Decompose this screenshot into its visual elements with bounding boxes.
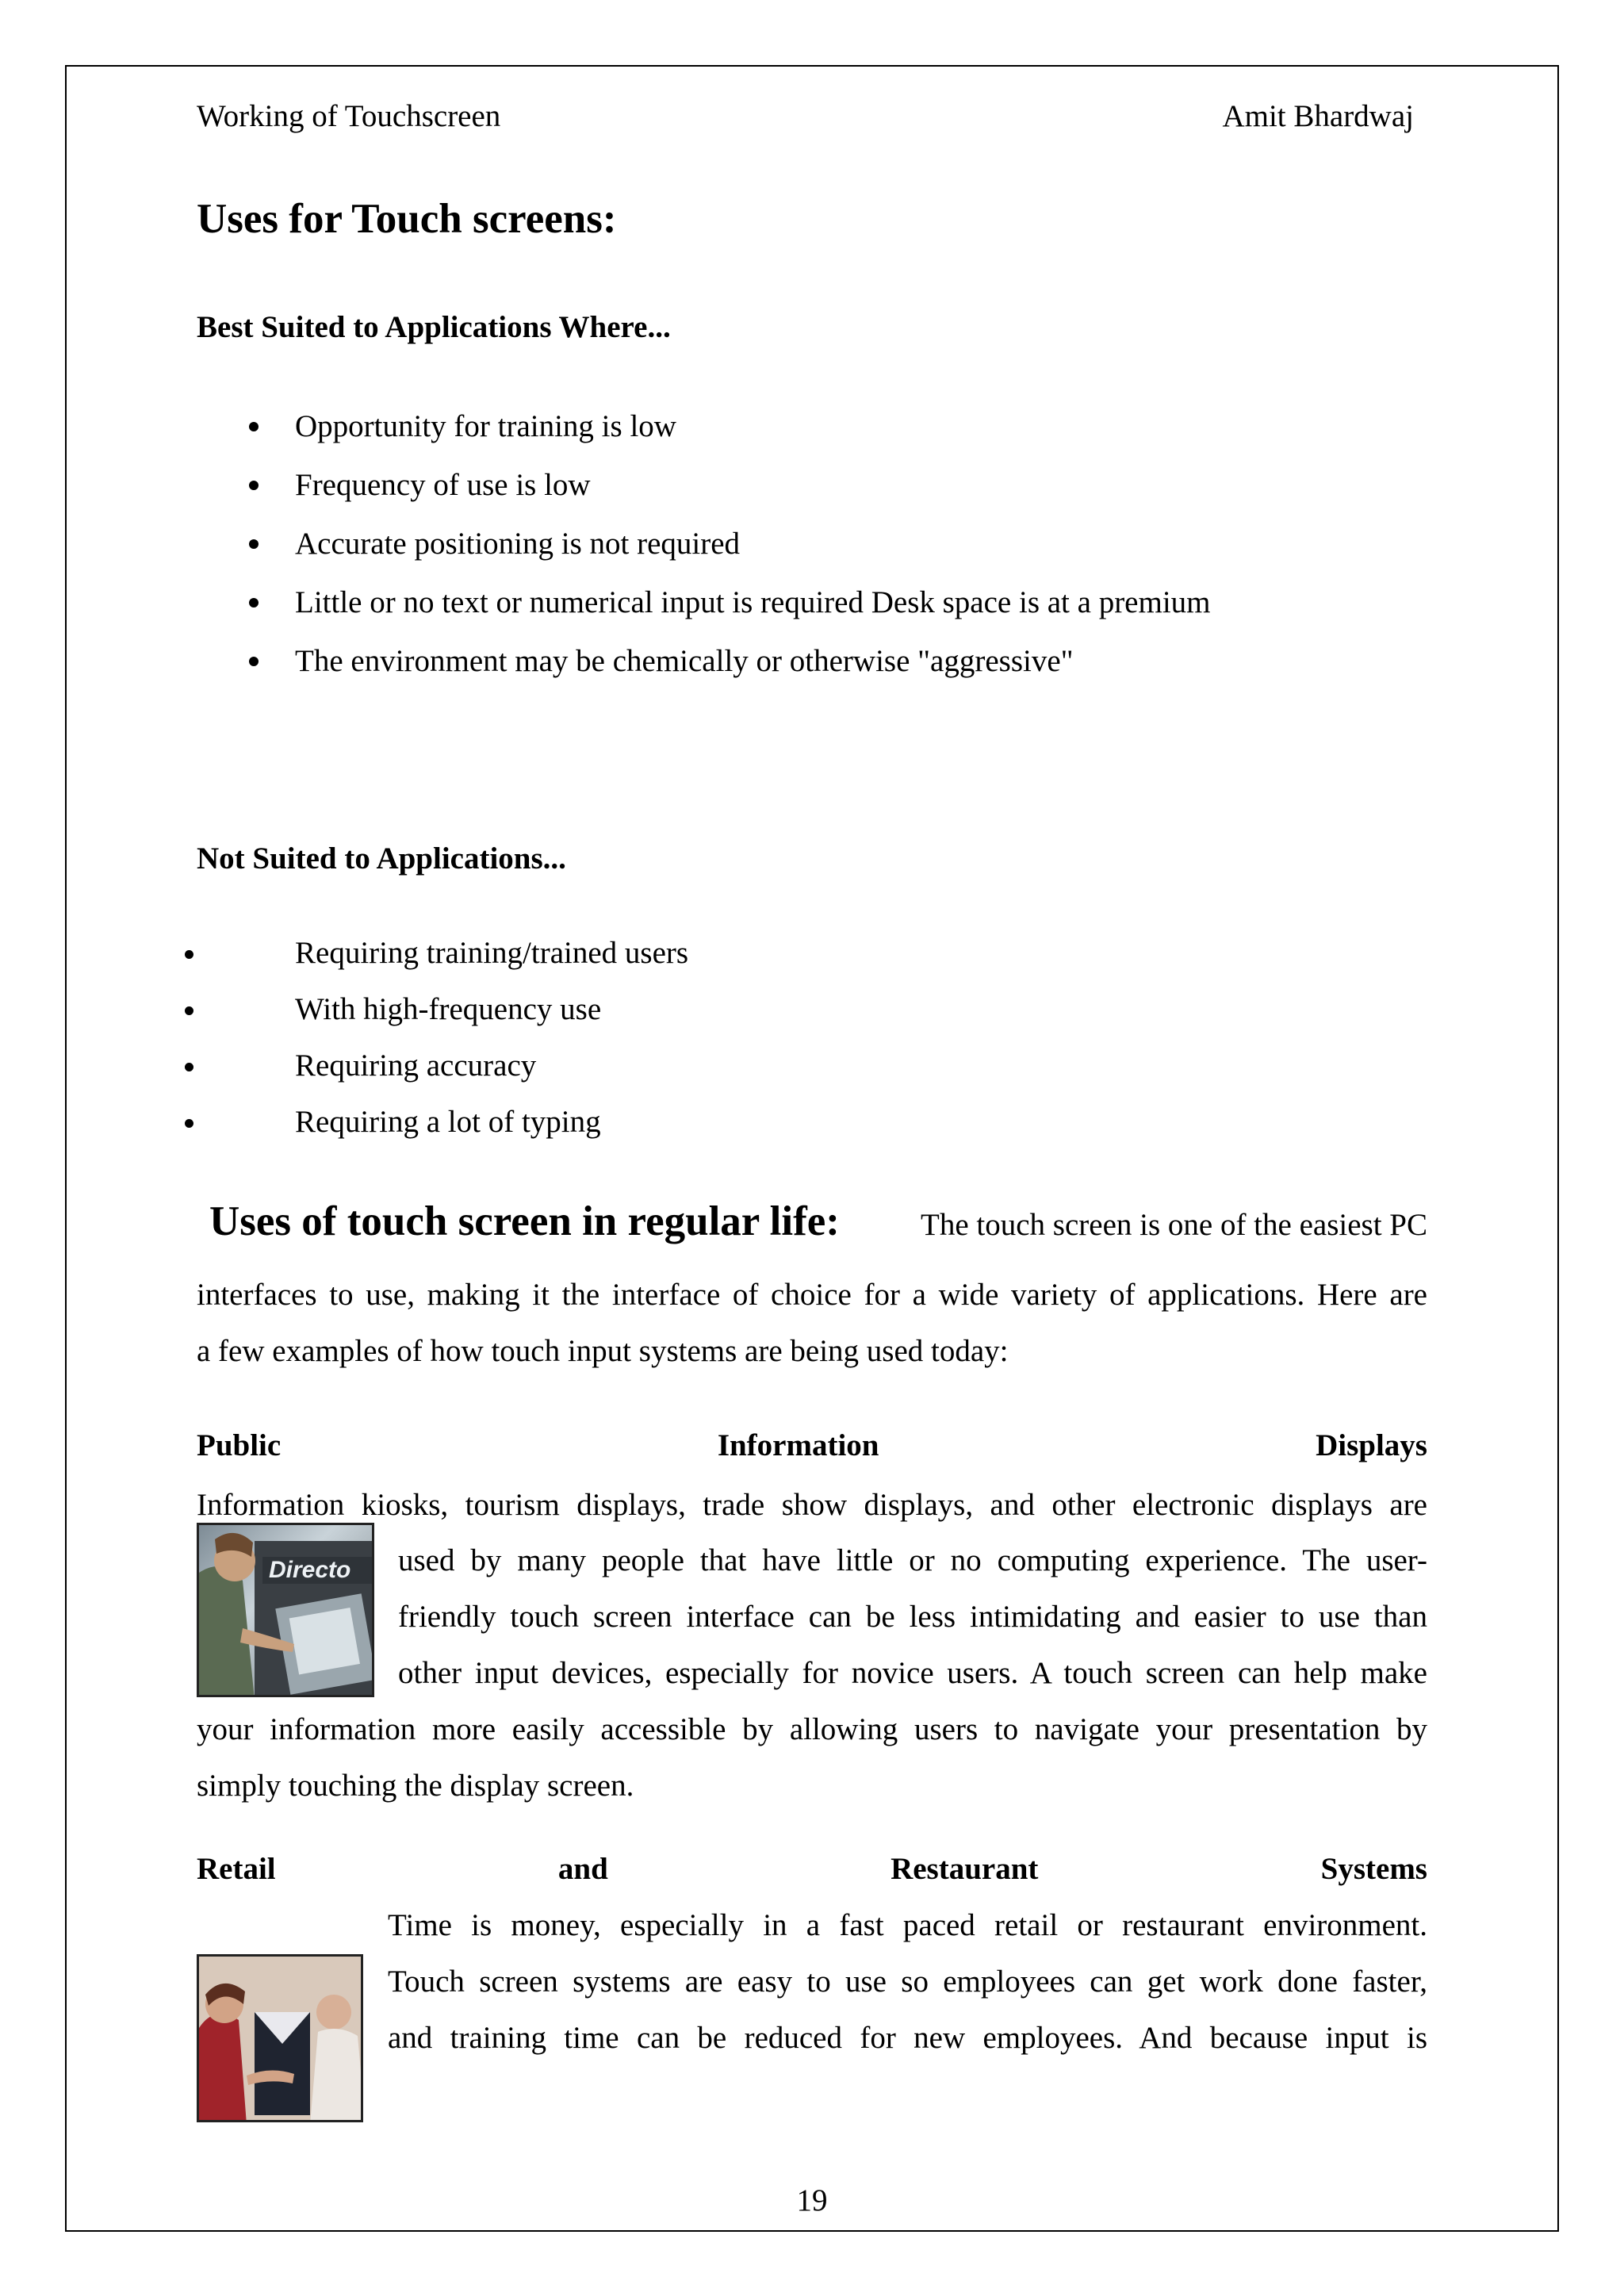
- intro-text-line: The touch screen is one of the easiest PC: [921, 1208, 1427, 1242]
- kiosk-photo: [197, 1523, 374, 1697]
- intro-text-line: interfaces to use, making it the interface of choice for a wide variety of applications. Here are: [197, 1278, 1427, 1312]
- header-author: Amit Bhardwaj: [1222, 99, 1414, 133]
- public-text-line: used by many people that have little or no computing experience. The user-: [398, 1543, 1427, 1577]
- retail-text-line: and training time can be reduced for new employees. And because input is: [388, 2021, 1427, 2055]
- bullet-icon: [249, 481, 259, 490]
- list-item: Requiring training/trained users: [295, 936, 688, 992]
- bullet-icon: [185, 1063, 193, 1071]
- public-text-line: simply touching the display screen.: [197, 1769, 634, 1803]
- heading-word: Public: [197, 1428, 282, 1462]
- bullet-icon: [249, 422, 259, 431]
- bullet-icon: [185, 1119, 193, 1128]
- retail-systems-heading: [197, 1851, 1427, 1887]
- bullet-icon: [185, 1006, 193, 1015]
- heading-word: Restaurant: [891, 1852, 1039, 1886]
- bullet-icon: [249, 598, 259, 608]
- list-item: Frequency of use is low: [295, 468, 1211, 527]
- not-suited-list: [295, 936, 688, 1161]
- heading-word: Retail: [197, 1852, 276, 1886]
- list-item: Opportunity for training is low: [295, 409, 1211, 468]
- list-item: Requiring a lot of typing: [295, 1105, 688, 1161]
- kiosk-photo-illustration: [199, 1525, 374, 1697]
- bullet-icon: [185, 950, 193, 959]
- retail-photo: [197, 1954, 363, 2122]
- retail-text-line: Touch screen systems are easy to use so employees can get work done faster,: [388, 1964, 1427, 1999]
- retail-text-line: Time is money, especially in a fast paced retail or restaurant environment.: [388, 1908, 1427, 1942]
- page-number: 19: [796, 2183, 828, 2217]
- header-title: Working of Touchscreen: [197, 99, 501, 133]
- list-item: With high-frequency use: [295, 992, 688, 1048]
- regular-life-intro-line: [197, 1198, 1427, 1245]
- best-suited-list: [295, 409, 1211, 703]
- list-item: The environment may be chemically or otherwise "aggressive": [295, 644, 1211, 703]
- public-displays-heading: [197, 1428, 1427, 1463]
- public-text-line: friendly touch screen interface can be less intimidating and easier to use than: [398, 1600, 1427, 1634]
- section-title-regular-life: Uses of touch screen in regular life:: [209, 1198, 840, 1244]
- bullet-icon: [249, 539, 259, 549]
- public-text-line: Information kiosks, tourism displays, trade show displays, and other electronic displays are: [197, 1488, 1427, 1522]
- heading-word: Displays: [1316, 1428, 1427, 1462]
- bullet-icon: [249, 657, 259, 666]
- heading-word: and: [557, 1852, 608, 1886]
- best-suited-heading: Best Suited to Applications Where...: [197, 310, 671, 344]
- retail-photo-illustration: [199, 1957, 363, 2122]
- not-suited-heading: Not Suited to Applications...: [197, 841, 566, 876]
- list-item: Accurate positioning is not required: [295, 527, 1211, 585]
- list-item: Requiring accuracy: [295, 1048, 688, 1105]
- intro-text-line: a few examples of how touch input systems are being used today:: [197, 1334, 1009, 1368]
- heading-word: Systems: [1320, 1852, 1427, 1886]
- section-title-uses: Uses for Touch screens:: [197, 196, 617, 242]
- list-item: Little or no text or numerical input is required Desk space is at a premium: [295, 585, 1211, 644]
- heading-word: Information: [717, 1428, 879, 1462]
- public-text-line: other input devices, especially for novice users. A touch screen can help make: [398, 1656, 1427, 1690]
- kiosk-sign-text: Directo: [269, 1557, 351, 1583]
- public-text-line: your information more easily accessible by allowing users to navigate your presentation by: [197, 1712, 1427, 1746]
